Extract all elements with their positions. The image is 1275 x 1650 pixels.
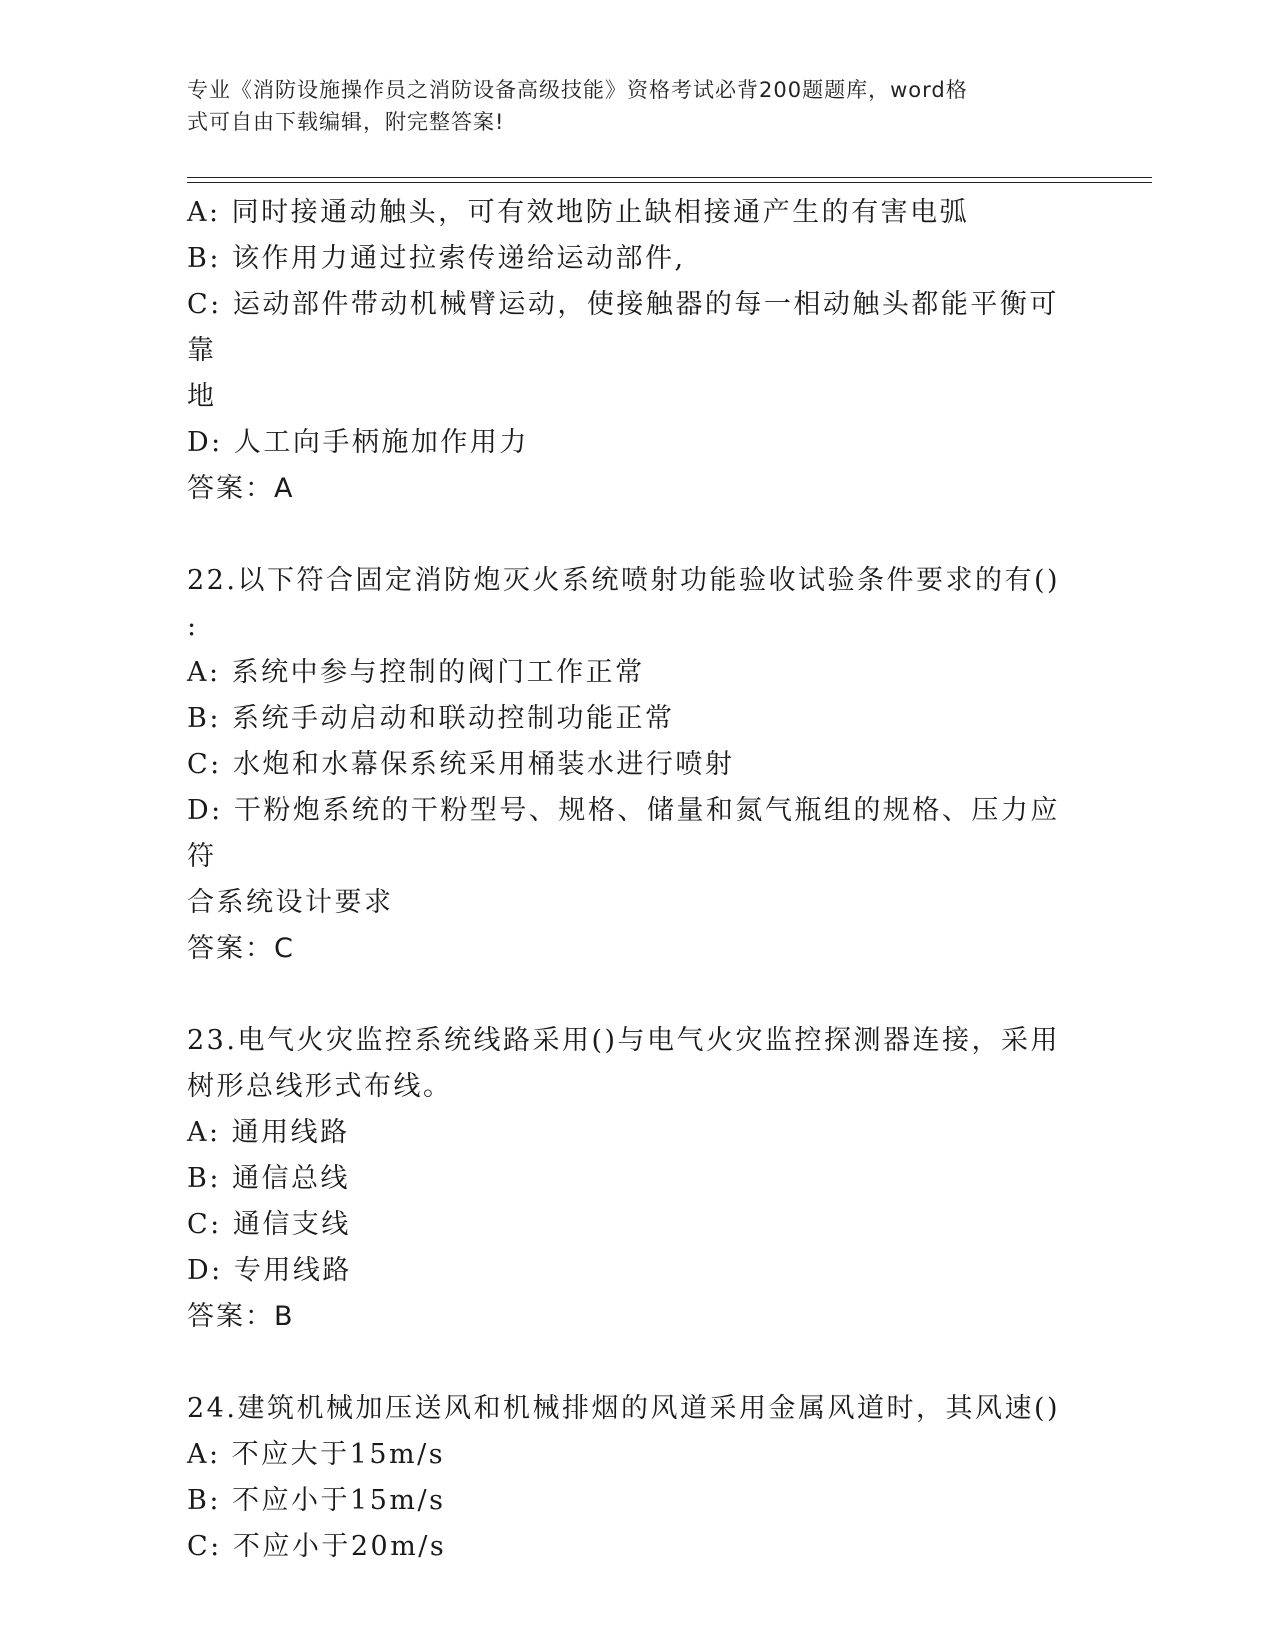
q22-stem-line-1: 22.以下符合固定消防炮灭火系统喷射功能验收试验条件要求的有() bbox=[187, 565, 1061, 596]
q22-option-d-line-1: D: 干粉炮系统的干粉型号、规格、储量和氮气瓶组的规格、压力应符 bbox=[187, 795, 1060, 872]
question-list bbox=[187, 190, 1077, 1570]
document-header bbox=[187, 74, 1067, 138]
q22-option-a: A: 系统中参与控制的阀门工作正常 bbox=[187, 657, 645, 688]
q23-option-b: B: 通信总线 bbox=[187, 1163, 351, 1194]
q22-option-c: C: 水炮和水幕保系统采用桶装水进行喷射 bbox=[187, 749, 735, 780]
q21-option-c-line-1: C: 运动部件带动机械臂运动，使接触器的每一相动触头都能平衡可靠 bbox=[187, 289, 1059, 366]
q23-stem-line-1: 23.电气火灾监控系统线路采用()与电气火灾监控探测器连接，采用 bbox=[187, 1025, 1061, 1056]
q23-stem-line-2: 树形总线形式布线。 bbox=[187, 1071, 453, 1102]
q21-option-b: B: 该作用力通过拉索传递给运动部件, bbox=[187, 243, 686, 274]
question-22 bbox=[187, 558, 1077, 972]
q24-stem: 24.建筑机械加压送风和机械排烟的风道采用金属风道时，其风速() bbox=[187, 1393, 1061, 1424]
q22-option-d-line-2: 合系统设计要求 bbox=[187, 887, 394, 918]
q22-answer: 答案：C bbox=[187, 933, 295, 964]
header-line-1: 专业《消防设施操作员之消防设备高级技能》资格考试必背200题题库，word格 bbox=[187, 78, 968, 102]
question-24 bbox=[187, 1386, 1077, 1570]
q23-option-a: A: 通用线路 bbox=[187, 1117, 350, 1148]
question-21 bbox=[187, 190, 1077, 512]
q24-option-a: A: 不应大于15m/s bbox=[187, 1439, 446, 1470]
q23-option-d: D: 专用线路 bbox=[187, 1255, 352, 1286]
header-rule-bottom bbox=[187, 182, 1152, 183]
header-line-2: 式可自由下载编辑，附完整答案! bbox=[187, 110, 505, 134]
header-rule-top bbox=[187, 177, 1152, 178]
q24-option-c: C: 不应小于20m/s bbox=[187, 1531, 447, 1562]
q23-answer: 答案：B bbox=[187, 1301, 295, 1332]
q22-stem-line-2: : bbox=[187, 611, 199, 642]
q21-answer: 答案：A bbox=[187, 473, 295, 504]
q22-option-b: B: 系统手动启动和联动控制功能正常 bbox=[187, 703, 675, 734]
q21-option-c-line-2: 地 bbox=[187, 381, 217, 412]
q23-option-c: C: 通信支线 bbox=[187, 1209, 351, 1240]
q21-option-a: A: 同时接通动触头，可有效地防止缺相接通产生的有害电弧 bbox=[187, 197, 970, 228]
q21-option-d: D: 人工向手柄施加作用力 bbox=[187, 427, 529, 458]
question-23 bbox=[187, 1018, 1077, 1340]
q24-option-b: B: 不应小于15m/s bbox=[187, 1485, 446, 1516]
